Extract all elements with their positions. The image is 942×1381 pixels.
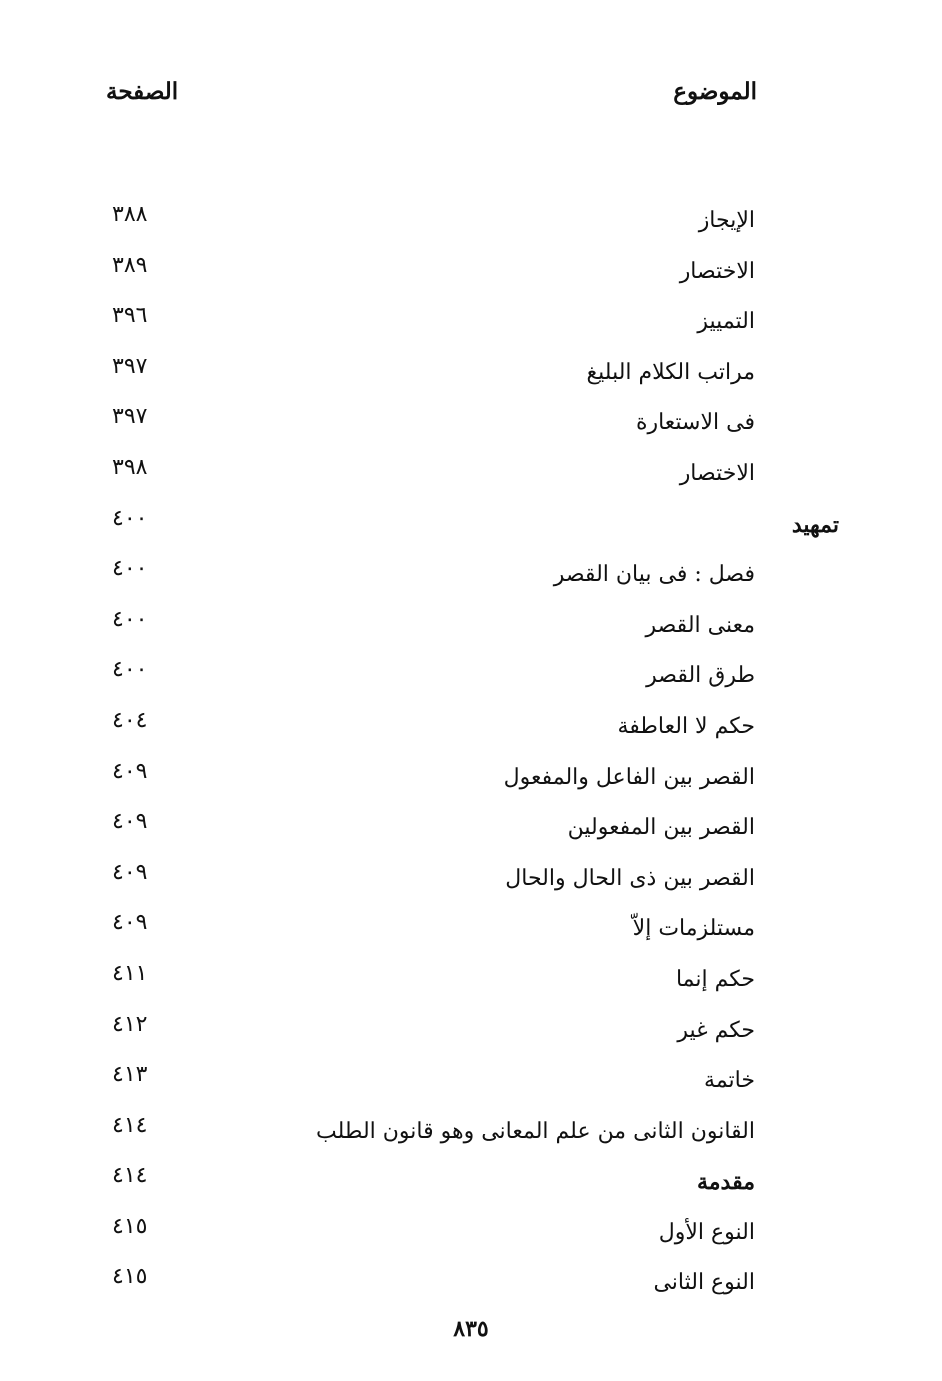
toc-entry-title: حكم غير <box>677 1017 755 1043</box>
toc-section-title: تمهيد <box>791 511 839 538</box>
toc-entry <box>0 251 942 302</box>
toc-entry <box>0 959 942 1010</box>
toc-entry-title: مراتب الكلام البليغ <box>586 359 755 385</box>
toc-entry-page: ٤١٤ <box>112 1112 148 1138</box>
toc-entry <box>0 1262 942 1313</box>
toc-entry-title: القصر بين ذى الحال والحال <box>505 865 755 891</box>
toc-entry-page: ٣٩٨ <box>112 454 148 480</box>
toc-entry-page: ٤١٢ <box>112 1011 148 1037</box>
toc-entry-title: الاختصار <box>679 460 755 486</box>
toc-entry <box>0 1010 942 1061</box>
toc-entry <box>0 908 942 959</box>
toc-entry-title: النوع الثانى <box>653 1270 755 1296</box>
toc-entry <box>0 200 942 251</box>
toc-entry <box>0 352 942 403</box>
toc-entry-page: ٤١١ <box>112 960 148 986</box>
toc-entry-title: القانون الثانى من علم المعانى وهو قانون الطلب <box>316 1118 755 1144</box>
toc-entry-title: الاختصار <box>679 258 755 284</box>
toc-entry-page: ٤٠٩ <box>112 758 148 784</box>
toc-entry-page: ٤٠٠ <box>112 556 148 582</box>
toc-entry-page: ٤٠٩ <box>112 809 148 835</box>
toc-entry <box>0 605 942 656</box>
toc-entry <box>0 1161 942 1212</box>
toc-entry <box>0 453 942 504</box>
toc-entry-title: فصل : فى بيان القصر <box>553 562 755 588</box>
toc-entry-page: ٤٠٩ <box>112 910 148 936</box>
toc-entry-page: ٣٨٩ <box>112 252 148 278</box>
toc-entry-page: ٣٩٧ <box>112 404 148 430</box>
toc-entry-title: حكم لا العاطفة <box>617 713 755 739</box>
toc-entry <box>0 301 942 352</box>
toc-entry-title: الإيجاز <box>698 208 755 233</box>
topic-column-header: الموضوع <box>673 78 757 105</box>
toc-entry <box>0 706 942 757</box>
toc-entry <box>0 807 942 858</box>
toc-entry-title: مقدمة <box>696 1169 755 1196</box>
toc-entry-page: ٣٩٧ <box>112 353 148 379</box>
toc-entry <box>0 504 942 555</box>
toc-entry-title: حكم إنما <box>675 966 755 992</box>
toc-entry-title: النوع الأول <box>658 1219 755 1245</box>
toc-entry-title: خاتمة <box>704 1068 755 1094</box>
toc-entry <box>0 1212 942 1263</box>
toc-entry-title: طرق القصر <box>646 663 755 689</box>
toc-entry <box>0 554 942 605</box>
toc-entry-page: ٤١٣ <box>112 1062 148 1088</box>
page-column-header: الصفحة <box>106 78 179 105</box>
toc-entry-page: ٤١٤ <box>112 1163 148 1189</box>
toc-entry-page: ٤١٥ <box>112 1213 148 1239</box>
toc-entry-page: ٤٠٠ <box>112 606 148 632</box>
toc-entry-page: ٤٠٠ <box>112 505 148 531</box>
toc-entry-page: ٣٩٦ <box>112 303 148 329</box>
toc-entry <box>0 1111 942 1162</box>
toc-entry-title: التمييز <box>697 309 755 335</box>
toc-entry <box>0 402 942 453</box>
toc-entry-title: فى الاستعارة <box>635 410 755 436</box>
toc-entry-page: ٤١٥ <box>112 1264 148 1290</box>
page-number: ٨٣٥ <box>453 1316 489 1342</box>
toc-entry-page: ٣٨٨ <box>112 202 148 227</box>
toc-entry <box>0 655 942 706</box>
toc-entry-title: القصر بين المفعولين <box>567 815 755 841</box>
toc-entry-page: ٤٠٤ <box>112 707 148 733</box>
toc-entry-title: معنى القصر <box>645 612 755 638</box>
toc-entry-page: ٤٠٩ <box>112 859 148 885</box>
toc-entry-title: القصر بين الفاعل والمفعول <box>503 764 755 790</box>
toc-entry-page: ٤٠٠ <box>112 657 148 683</box>
toc-entry <box>0 858 942 909</box>
toc-entry-title: مستلزمات إلاّ <box>632 916 755 942</box>
toc-list <box>0 200 942 1313</box>
toc-entry <box>0 1060 942 1111</box>
toc-entry <box>0 757 942 808</box>
